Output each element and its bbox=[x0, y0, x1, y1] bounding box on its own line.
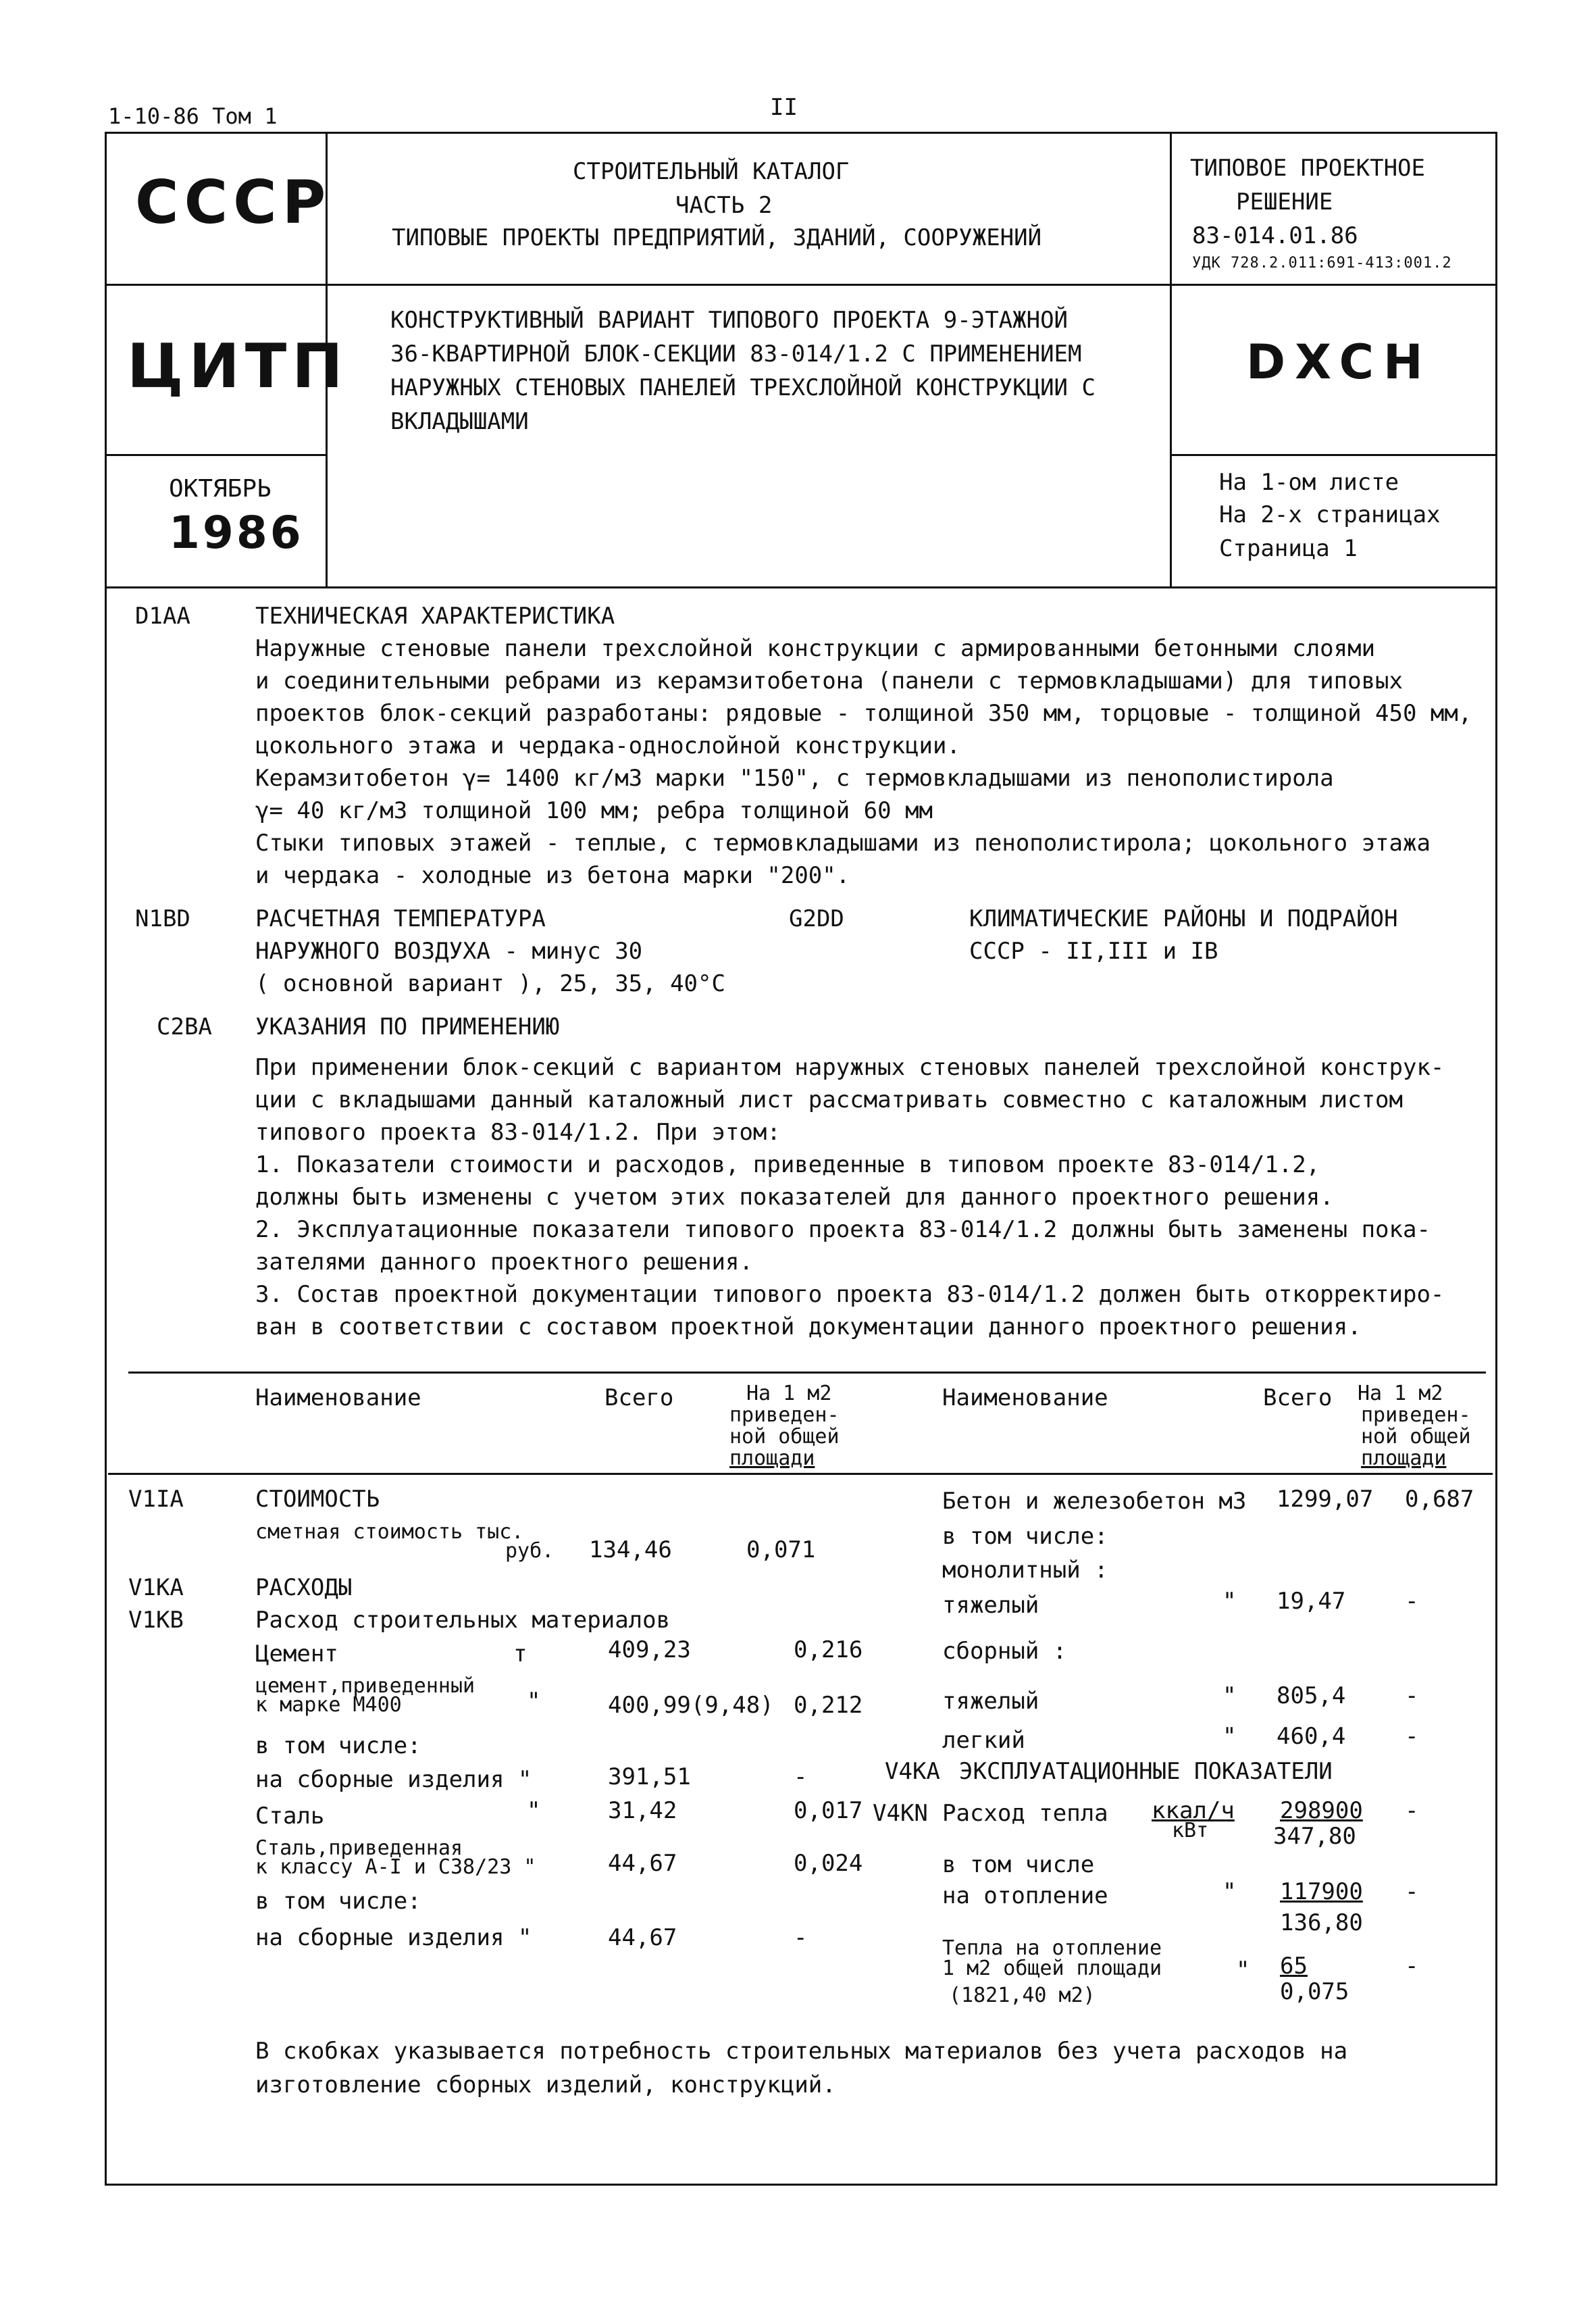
solution-code: 83-014.01.86 bbox=[1192, 222, 1358, 249]
climate-code: G2DD bbox=[789, 905, 844, 932]
sheet-count: На 1-ом листе bbox=[1219, 469, 1399, 496]
org-ussr: СССР bbox=[135, 168, 332, 237]
page-count: На 2-х страницах bbox=[1219, 501, 1441, 528]
col-name-left: Наименование bbox=[255, 1384, 421, 1411]
usage-heading: УКАЗАНИЯ ПО ПРИМЕНЕНИЮ bbox=[255, 1013, 560, 1040]
issue-year: 1986 bbox=[169, 507, 304, 559]
issue-month: ОКТЯБРЬ bbox=[169, 475, 272, 503]
catalog-title: СТРОИТЕЛЬНЫЙ КАТАЛОГ bbox=[573, 158, 850, 185]
table-top-rule bbox=[128, 1372, 1486, 1374]
temperature-code: N1BD bbox=[135, 905, 190, 932]
series-label: 1-10-86 Том 1 bbox=[108, 103, 278, 129]
udk-code: УДК 728.2.011:691-413:001.2 bbox=[1192, 255, 1452, 272]
col-total-right: Всего bbox=[1263, 1384, 1333, 1411]
org-citp: ЦИТП bbox=[127, 331, 349, 402]
col-total-left: Всего bbox=[604, 1384, 674, 1411]
table-header-rule bbox=[108, 1473, 1493, 1475]
catalog-part: ЧАСТЬ 2 bbox=[675, 192, 773, 219]
solution-type: ТИПОВОЕ ПРОЕКТНОЕ bbox=[1190, 155, 1425, 182]
usage-code: C2BA bbox=[157, 1013, 212, 1040]
page-index: Страница 1 bbox=[1219, 535, 1358, 562]
col-name-right: Наименование bbox=[942, 1384, 1108, 1411]
tech-heading: ТЕХНИЧЕСКАЯ ХАРАКТЕРИСТИКА bbox=[255, 603, 615, 630]
dxch-code: DXCH bbox=[1246, 334, 1433, 390]
catalog-subtitle: ТИПОВЫЕ ПРОЕКТЫ ПРЕДПРИЯТИЙ, ЗДАНИЙ, СООРУЖЕНИЙ bbox=[392, 224, 1042, 251]
solution-type-2: РЕШЕНИЕ bbox=[1236, 188, 1333, 216]
page-number: II bbox=[770, 94, 798, 121]
tech-code: D1AA bbox=[135, 603, 190, 630]
